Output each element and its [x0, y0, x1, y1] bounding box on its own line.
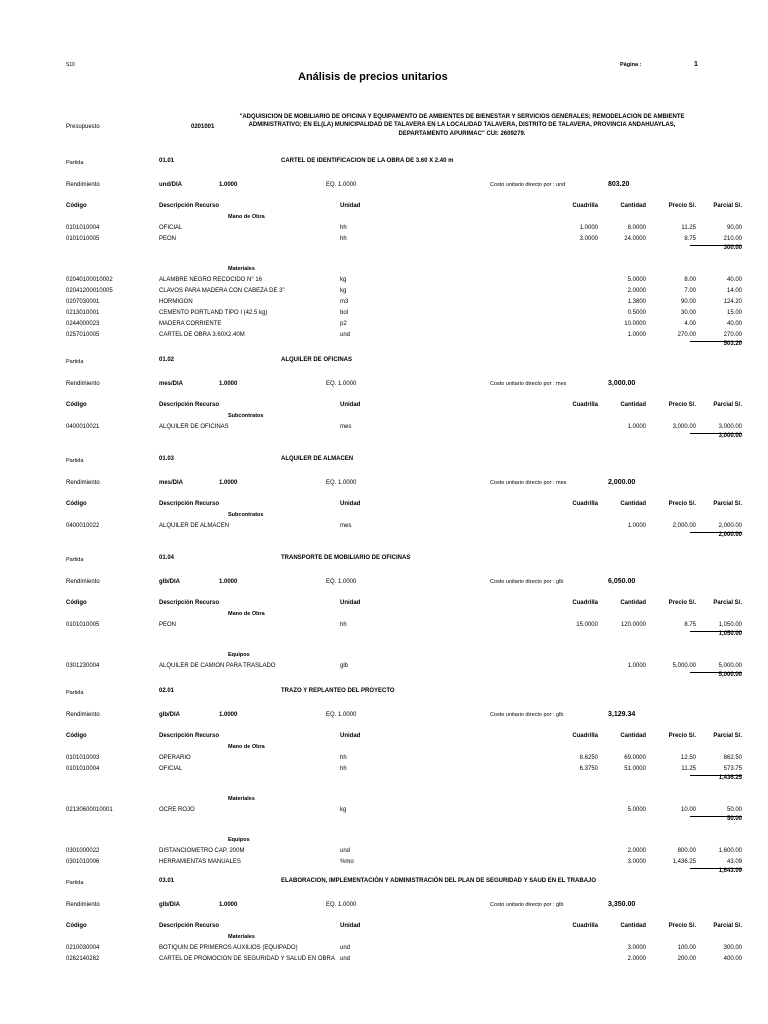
col-header-cantidad: Cantidad	[620, 203, 646, 209]
section-title: Mano de Obra	[228, 744, 265, 750]
row-precio: 3,000.00	[672, 424, 696, 430]
row-cantidad: 2.0000	[627, 848, 646, 854]
row-codigo: 0301230004	[66, 663, 100, 669]
col-header-descripcion: Descripción Recurso	[159, 501, 220, 507]
col-header-descripcion: Descripción Recurso	[159, 600, 220, 606]
col-header-parcial: Parcial S/.	[713, 733, 742, 739]
rendimiento-value: 1.0000	[219, 712, 238, 718]
col-header-unidad: Unidad	[340, 600, 361, 606]
section-subtotal: 1,050.00	[718, 631, 742, 637]
row-codigo: 0101010003	[66, 755, 100, 761]
partida-label: Partida	[66, 359, 84, 365]
row-cuadrilla: 6.3750	[579, 766, 598, 772]
cost-label: Costo unitario directo por : mes	[490, 480, 567, 486]
eq-value: EQ. 1.0000	[326, 480, 357, 486]
row-codigo: 0262140262	[66, 956, 100, 962]
row-precio: 90.00	[680, 299, 696, 305]
section-title: Equipos	[228, 652, 250, 658]
section-subtotal: 503.20	[723, 341, 742, 347]
row-cuadrilla: 1.0000	[579, 225, 598, 231]
col-header-cantidad: Cantidad	[620, 501, 646, 507]
row-codigo: 0101010005	[66, 622, 100, 628]
row-parcial: 862.50	[723, 755, 742, 761]
col-header-parcial: Parcial S/.	[713, 501, 742, 507]
section-subtotal: 300.00	[723, 245, 742, 251]
row-precio: 100.00	[677, 945, 696, 951]
row-precio: 10.00	[680, 807, 696, 813]
partida-code: 01.03	[159, 456, 175, 462]
col-header-cantidad: Cantidad	[620, 923, 646, 929]
col-header-cantidad: Cantidad	[620, 600, 646, 606]
row-cuadrilla: 3.0000	[579, 236, 598, 242]
project-line: "ADQUISICION DE MOBILIARIO DE OFICINA Y EQUIPAMENTO DE AMBIENTES DE BIENESTAR Y SERVICIOS GENERALES; REMODELACION DE AMBIENTE	[239, 114, 685, 120]
section-subtotal: 2,000.00	[718, 532, 742, 538]
col-header-cuadrilla: Cuadrilla	[572, 733, 598, 739]
row-unidad: bol	[340, 310, 349, 316]
row-descripcion: PEON	[159, 236, 177, 242]
row-unidad: p2	[340, 321, 347, 327]
rendimiento-unit: mes/DIA	[159, 480, 184, 486]
report-code: S10	[66, 62, 75, 68]
row-descripcion: OFICIAL	[159, 766, 183, 772]
partida-name: ALQUILER DE OFICINAS	[281, 357, 353, 363]
partida-name: CARTEL DE IDENTIFICACION DE LA OBRA DE 3.60 X 2.40 m	[281, 158, 454, 164]
row-unidad: kg	[340, 277, 347, 283]
row-codigo: 0207030001	[66, 299, 100, 305]
section-title: Equipos	[228, 837, 250, 843]
col-header-cuadrilla: Cuadrilla	[572, 923, 598, 929]
row-parcial: 270.00	[723, 332, 742, 338]
row-precio: 30.00	[680, 310, 696, 316]
col-header-unidad: Unidad	[340, 402, 361, 408]
col-header-precio: Precio S/.	[668, 203, 696, 209]
row-cantidad: 5.0000	[627, 277, 646, 283]
row-parcial: 124.20	[723, 299, 742, 305]
row-codigo: 0210030004	[66, 945, 100, 951]
rendimiento-label: Rendimiento	[66, 381, 100, 387]
row-parcial: 40.00	[726, 277, 742, 283]
col-header-codigo: Código	[66, 203, 87, 209]
row-cantidad: 51.0000	[624, 766, 646, 772]
unit-cost: 3,000.00	[608, 380, 636, 387]
partida-name: TRAZO Y REPLANTEO DEL PROYECTO	[281, 688, 395, 694]
rendimiento-unit: und/DIA	[159, 182, 182, 188]
row-cantidad: 1.0000	[627, 663, 646, 669]
row-descripcion: CLAVOS PARA MADERA CON CABEZA DE 3"	[159, 288, 285, 294]
row-descripcion: CEMENTO PORTLAND TIPO I (42.5 kg)	[159, 310, 268, 316]
eq-value: EQ. 1.0000	[326, 381, 357, 387]
partida-label: Partida	[66, 880, 84, 886]
row-precio: 11.25	[681, 766, 696, 772]
partida-label: Partida	[66, 160, 84, 166]
col-header-unidad: Unidad	[340, 203, 361, 209]
rendimiento-value: 1.0000	[219, 381, 238, 387]
section-title: Materiales	[228, 266, 255, 272]
row-codigo: 0101010004	[66, 766, 100, 772]
partida-name: TRANSPORTE DE MOBILIARIO DE OFICINAS	[281, 555, 411, 561]
row-cantidad: 2.0000	[627, 288, 646, 294]
row-precio: 12.50	[680, 755, 696, 761]
budget-code: 0201001	[191, 124, 215, 130]
col-header-precio: Precio S/.	[668, 600, 696, 606]
row-unidad: und	[340, 848, 351, 854]
row-codigo: 02130600010001	[66, 807, 113, 813]
partida-code: 02.01	[159, 688, 175, 694]
col-header-parcial: Parcial S/.	[713, 923, 742, 929]
col-header-precio: Precio S/.	[668, 501, 696, 507]
row-codigo: 0101010004	[66, 225, 100, 231]
rendimiento-label: Rendimiento	[66, 480, 100, 486]
row-codigo: 0400010021	[66, 424, 100, 430]
col-header-codigo: Código	[66, 501, 87, 507]
row-precio: 800.00	[677, 848, 696, 854]
row-descripcion: HORMIGON	[159, 299, 193, 305]
col-header-precio: Precio S/.	[668, 402, 696, 408]
row-descripcion: OPERARIO	[159, 755, 191, 761]
row-cuadrilla: 8.6250	[579, 755, 598, 761]
col-header-cuadrilla: Cuadrilla	[572, 600, 598, 606]
row-parcial: 50.00	[726, 807, 742, 813]
row-parcial: 300.00	[723, 945, 742, 951]
partida-name: ELABORACION, IMPLEMENTACIÓN Y ADMINISTRACIÓN DEL PLAN DE SEGURIDAD Y SAUD EN EL TRABAJO	[281, 878, 597, 884]
cost-label: Costo unitario directo por : glb	[490, 579, 564, 585]
row-cantidad: 1.0000	[627, 424, 646, 430]
section-title: Materiales	[228, 934, 255, 940]
col-header-unidad: Unidad	[340, 501, 361, 507]
rendimiento-unit: glb/DIA	[159, 902, 180, 908]
row-codigo: 0301000022	[66, 848, 100, 854]
row-parcial: 2,000.00	[718, 523, 742, 529]
row-codigo: 0213010001	[66, 310, 100, 316]
row-descripcion: ALAMBRE NEGRO RECOCIDO N° 16	[159, 277, 263, 283]
row-unidad: m3	[340, 299, 349, 305]
eq-value: EQ. 1.0000	[326, 902, 357, 908]
section-subtotal: 50.00	[726, 816, 742, 822]
project-line: DEPARTAMENTO APURIMAC" CUI: 2609279.	[398, 130, 526, 137]
row-precio: 200.00	[677, 956, 696, 962]
eq-value: EQ. 1.0000	[326, 579, 357, 585]
page-title: Análisis de precios unitarios	[298, 71, 448, 83]
row-cantidad: 2.0000	[627, 956, 646, 962]
row-precio: 8.00	[684, 277, 696, 283]
eq-value: EQ. 1.0000	[326, 182, 357, 188]
row-unidad: hh	[340, 755, 347, 761]
row-cantidad: 3.0000	[627, 945, 646, 951]
row-precio: 8.75	[684, 622, 696, 628]
row-cantidad: 69.0000	[624, 755, 646, 761]
unit-cost: 803.20	[608, 181, 630, 188]
cost-label: Costo unitario directo por : glb	[490, 902, 564, 908]
partida-label: Partida	[66, 690, 84, 696]
rendimiento-label: Rendimiento	[66, 902, 100, 908]
row-descripcion: ALQUILER DE ALMACEN	[159, 523, 230, 529]
row-descripcion: ALQUILER DE CAMION PARA TRASLADO	[159, 663, 276, 669]
row-cuadrilla: 15.0000	[576, 622, 598, 628]
col-header-codigo: Código	[66, 733, 87, 739]
section-subtotal: 1,436.25	[718, 775, 742, 781]
row-unidad: und	[340, 945, 351, 951]
rendimiento-unit: glb/DIA	[159, 712, 180, 718]
row-cantidad: 0.5000	[627, 310, 646, 316]
row-cantidad: 1.0000	[627, 523, 646, 529]
col-header-descripcion: Descripción Recurso	[159, 733, 220, 739]
col-header-cuadrilla: Cuadrilla	[572, 203, 598, 209]
row-unidad: mes	[340, 424, 352, 430]
row-cantidad: 5.0000	[627, 807, 646, 813]
row-codigo: 02041200010005	[66, 288, 113, 294]
row-parcial: 5,000.00	[718, 663, 742, 669]
row-cantidad: 1.3800	[627, 299, 646, 305]
row-codigo: 0400010022	[66, 523, 100, 529]
row-parcial: 210.00	[723, 236, 742, 242]
row-unidad: hh	[340, 622, 347, 628]
row-descripcion: OCRE ROJO	[159, 807, 195, 813]
row-cantidad: 1.0000	[627, 332, 646, 338]
col-header-descripcion: Descripción Recurso	[159, 923, 220, 929]
row-precio: 270.00	[677, 332, 696, 338]
cost-label: Costo unitario directo por : und	[490, 182, 566, 188]
row-codigo: 0101010005	[66, 236, 100, 242]
row-parcial: 40.00	[726, 321, 742, 327]
row-parcial: 573.75	[723, 766, 742, 772]
section-title: Materiales	[228, 796, 255, 802]
unit-cost: 3,129.34	[608, 711, 636, 718]
col-header-unidad: Unidad	[340, 923, 361, 929]
row-unidad: mes	[340, 523, 352, 529]
col-header-unidad: Unidad	[340, 733, 361, 739]
row-parcial: 400.00	[723, 956, 742, 962]
project-description	[221, 113, 703, 138]
col-header-descripcion: Descripción Recurso	[159, 203, 220, 209]
row-parcial: 15.00	[726, 310, 742, 316]
partida-label: Partida	[66, 557, 84, 563]
partida-code: 03.01	[159, 878, 175, 884]
col-header-cantidad: Cantidad	[620, 733, 646, 739]
col-header-precio: Precio S/.	[668, 733, 696, 739]
section-title: Subcontratos	[228, 413, 264, 419]
row-precio: 4.00	[684, 321, 696, 327]
col-header-cuadrilla: Cuadrilla	[572, 402, 598, 408]
row-descripcion: CARTEL DE OBRA 3.60X2.40M	[159, 332, 245, 338]
col-header-precio: Precio S/.	[668, 923, 696, 929]
section-title: Mano de Obra	[228, 214, 265, 220]
row-cantidad: 8.0000	[627, 225, 646, 231]
rendimiento-value: 1.0000	[219, 182, 238, 188]
row-descripcion: CARTEL DE PROMOCION DE SEGURIDAD Y SALUD EN OBRA	[159, 956, 335, 962]
row-precio: 2,000.00	[672, 523, 696, 529]
row-unidad: hh	[340, 225, 347, 231]
rendimiento-value: 1.0000	[219, 902, 238, 908]
col-header-codigo: Código	[66, 600, 87, 606]
col-header-parcial: Parcial S/.	[713, 600, 742, 606]
partida-code: 01.02	[159, 357, 175, 363]
row-codigo: 0301010006	[66, 859, 100, 865]
row-descripcion: OFICIAL	[159, 225, 183, 231]
row-precio: 11.25	[681, 225, 696, 231]
rendimiento-label: Rendimiento	[66, 579, 100, 585]
partida-code: 01.01	[159, 158, 175, 164]
row-unidad: %mo	[340, 859, 354, 865]
row-unidad: und	[340, 332, 351, 338]
cost-label: Costo unitario directo por : glb	[490, 712, 564, 718]
row-precio: 5,000.00	[672, 663, 696, 669]
rendimiento-label: Rendimiento	[66, 712, 100, 718]
row-descripcion: MADERA CORRIENTE	[159, 321, 222, 327]
row-descripcion: ALQUILER DE OFICINAS	[159, 424, 229, 430]
section-title: Mano de Obra	[228, 611, 265, 617]
row-descripcion: BOTIQUIN DE PRIMEROS AUXILIOS (EQUIPADO)	[159, 945, 298, 951]
eq-value: EQ. 1.0000	[326, 712, 357, 718]
row-codigo: 02040100010002	[66, 277, 113, 283]
unit-cost: 2,000.00	[608, 479, 636, 486]
row-descripcion: PEON	[159, 622, 177, 628]
row-parcial: 1,050.00	[718, 622, 742, 628]
row-precio: 7.00	[684, 288, 696, 294]
row-unidad: glb	[340, 663, 349, 669]
rendimiento-value: 1.0000	[219, 579, 238, 585]
rendimiento-unit: glb/DIA	[159, 579, 180, 585]
row-codigo: 0257010005	[66, 332, 100, 338]
rendimiento-unit: mes/DIA	[159, 381, 184, 387]
row-unidad: hh	[340, 766, 347, 772]
col-header-codigo: Código	[66, 923, 87, 929]
page-label: Página :	[620, 62, 642, 68]
section-title: Subcontratos	[228, 512, 264, 518]
row-precio: 8.75	[684, 236, 696, 242]
row-descripcion: DISTANCIOMETRO CAP. 200M	[159, 848, 245, 854]
partida-label: Partida	[66, 458, 84, 464]
rendimiento-value: 1.0000	[219, 480, 238, 486]
cost-label: Costo unitario directo por : mes	[490, 381, 567, 387]
row-parcial: 90.00	[726, 225, 742, 231]
rendimiento-label: Rendimiento	[66, 182, 100, 188]
unit-cost: 3,350.00	[608, 901, 636, 908]
row-parcial: 14.00	[726, 288, 742, 294]
col-header-codigo: Código	[66, 402, 87, 408]
partida-code: 01.04	[159, 555, 175, 561]
col-header-cantidad: Cantidad	[620, 402, 646, 408]
row-unidad: kg	[340, 288, 347, 294]
row-cantidad: 10.0000	[624, 321, 646, 327]
row-cantidad: 24.0000	[624, 236, 646, 242]
row-parcial: 3,000.00	[718, 424, 742, 430]
row-unidad: und	[340, 956, 351, 962]
row-codigo: 0244000023	[66, 321, 100, 327]
col-header-parcial: Parcial S/.	[713, 203, 742, 209]
section-subtotal: 3,000.00	[718, 433, 742, 439]
row-descripcion: HERRAMIENTAS MANUALES	[159, 859, 241, 865]
page-number: 1	[694, 61, 698, 68]
row-cantidad: 120.0000	[620, 622, 646, 628]
row-precio: 1,436.25	[672, 859, 696, 865]
row-unidad: hh	[340, 236, 347, 242]
row-unidad: kg	[340, 807, 347, 813]
row-parcial: 1,600.00	[718, 848, 742, 854]
partida-name: ALQUILER DE ALMACEN	[281, 456, 354, 462]
project-line: ADMINISTRATIVO; EN EL(LA) MUNICIPALIDAD DE TALAVERA EN LA LOCALIDAD TALAVERA, DISTRITO DE TALAVERA, PROVINCIA ANDAHUAYLAS,	[248, 122, 676, 129]
row-parcial: 43.09	[726, 859, 742, 865]
col-header-cuadrilla: Cuadrilla	[572, 501, 598, 507]
section-subtotal: 5,000.00	[718, 672, 742, 678]
col-header-parcial: Parcial S/.	[713, 402, 742, 408]
budget-label: Presupuesto	[66, 124, 100, 130]
unit-cost: 6,050.00	[608, 578, 636, 585]
col-header-descripcion: Descripción Recurso	[159, 402, 220, 408]
section-subtotal: 1,643.09	[718, 868, 742, 874]
row-cantidad: 3.0000	[627, 859, 646, 865]
